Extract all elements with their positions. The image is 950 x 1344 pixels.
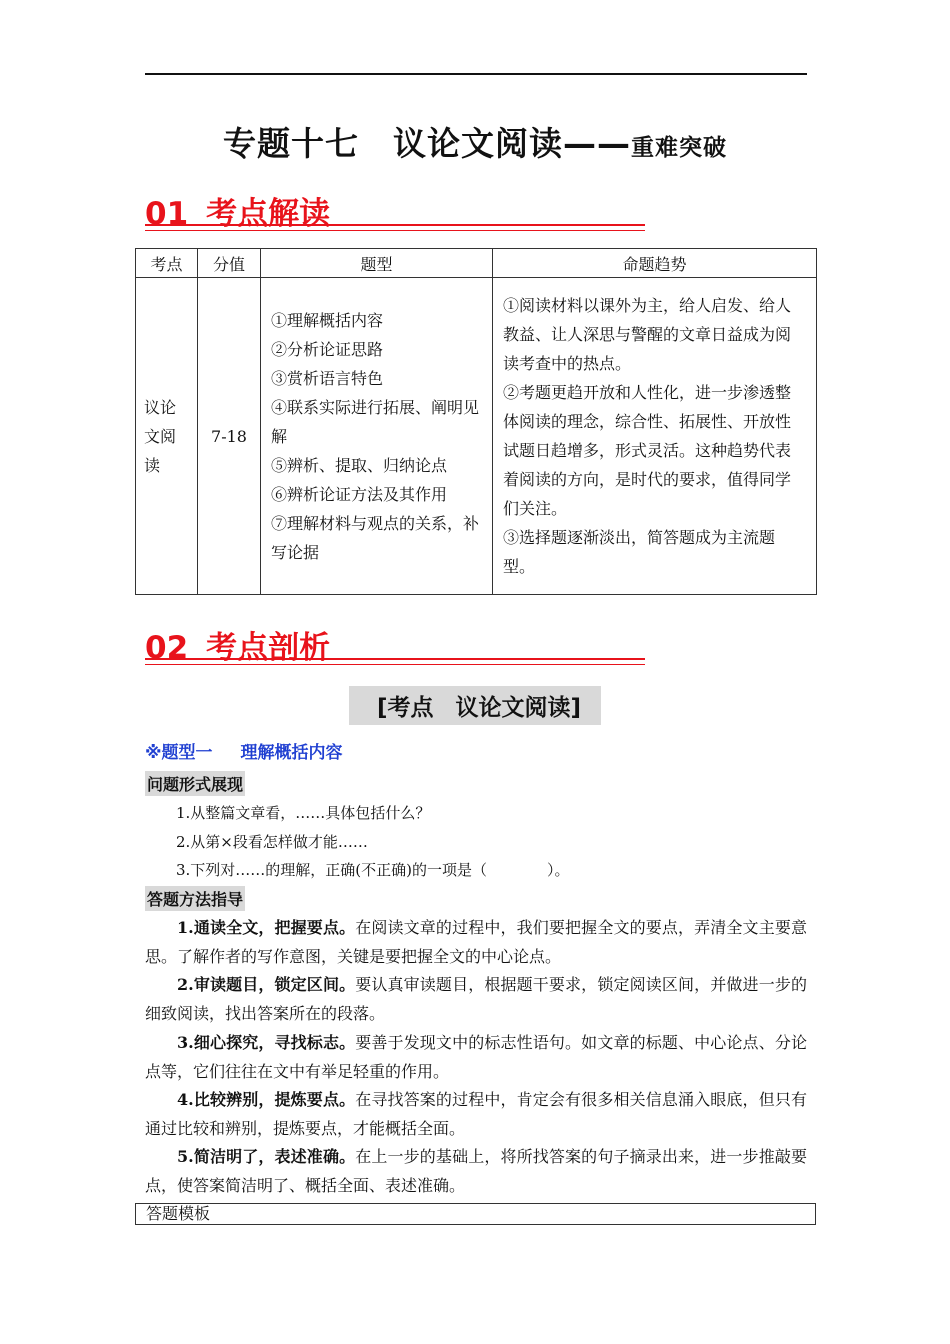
question-item: 1.从整篇文章看，……具体包括什么？ [176, 804, 431, 822]
header-rule [145, 73, 807, 75]
tixing-item: ⑦理解材料与观点的关系，补写论据 [271, 513, 480, 562]
section-number: 02 [145, 630, 189, 666]
exam-point-table [135, 248, 817, 595]
header-fenzhi: 分值 [198, 249, 261, 278]
type-heading [145, 738, 343, 763]
section-heading-1 [145, 188, 645, 234]
title-sub: 重难突破 [631, 134, 727, 161]
method-paragraph: 2.审读题目，锁定区间。要认真审读题目，根据题干要求，锁定阅读区间，并做进一步的细致阅读，找出答案所在的段落。 [145, 975, 807, 1023]
title-main: 议论文阅读—— [393, 124, 631, 163]
qushi-item: ②考题更趋开放和人性化，进一步渗透整体阅读的理念，综合性、拓展性、开放性试题日趋增多，形式灵活。这种趋势代表着阅读的方向，是时代的要求，值得同学们关注。 [503, 383, 792, 518]
section-number: 01 [145, 196, 189, 232]
kaodian-title: [考点 议论文阅读] [349, 686, 601, 725]
tixing-item: ①理解概括内容 [271, 310, 384, 330]
table-header-row [136, 249, 817, 278]
answer-template-box [135, 1203, 816, 1225]
method-paragraph: 3.细心探究，寻找标志。要善于发现文中的标志性语句。如文章的标题、中心论点、分论点等，它们往往在文中有举足轻重的作用。 [145, 1033, 807, 1081]
cell-fenzhi: 7-18 [198, 278, 261, 595]
section-label: 考点解读 [206, 196, 331, 232]
cell-qushi [493, 278, 817, 595]
header-tixing: 题型 [261, 249, 493, 278]
section-label: 考点剖析 [206, 630, 331, 666]
page-title [0, 118, 950, 165]
method-label: 答题方法指导 [145, 886, 245, 911]
question-form-label: 问题形式展现 [145, 771, 245, 796]
method-paragraph: 5.简洁明了，表述准确。在上一步的基础上，将所找答案的句子摘录出来，进一步推敲要点，使答案简洁明了、概括全面、表述准确。 [145, 1147, 807, 1195]
qushi-item: ①阅读材料以课外为主，给人启发、给人教益、让人深思与警醒的文章日益成为阅读考查中的热点。 [503, 296, 792, 373]
section-heading-2 [145, 622, 645, 668]
question-item: 2.从第×段看怎样做才能…… [176, 833, 368, 851]
tixing-item: ②分析论证思路 [271, 339, 384, 359]
answer-template-label: 答题模板 [146, 1204, 211, 1223]
type-name: 理解概括内容 [240, 743, 343, 763]
qushi-item: ③选择题逐渐淡出，简答题成为主流题型。 [503, 528, 776, 576]
tixing-item: ⑤辨析、提取、归纳论点 [271, 455, 448, 475]
method-paragraph: 1.通读全文，把握要点。在阅读文章的过程中，我们要把握全文的要点，弄清全文主要意思。了解作者的写作意图，关键是要把握全文的中心论点。 [145, 918, 807, 966]
header-kaodian: 考点 [136, 249, 198, 278]
cell-kaodian: 议论文阅读 [136, 278, 198, 595]
title-topic: 专题十七 [223, 124, 359, 163]
header-qushi: 命题趋势 [493, 249, 817, 278]
question-item: 3.下列对……的理解，正确(不正确)的一项是（ ）。 [176, 861, 570, 879]
tixing-item: ⑥辨析论证方法及其作用 [271, 484, 448, 504]
type-prefix: ※题型一 [145, 743, 213, 763]
table-row [136, 278, 817, 595]
tixing-item: ③赏析语言特色 [271, 368, 384, 388]
method-paragraph: 4.比较辨别，提炼要点。在寻找答案的过程中，肯定会有很多相关信息涌入眼底，但只有通过比较和辨别，提炼要点，才能概括全面。 [145, 1090, 807, 1138]
cell-tixing [261, 278, 493, 595]
tixing-item: ④联系实际进行拓展、阐明见解 [271, 397, 480, 446]
